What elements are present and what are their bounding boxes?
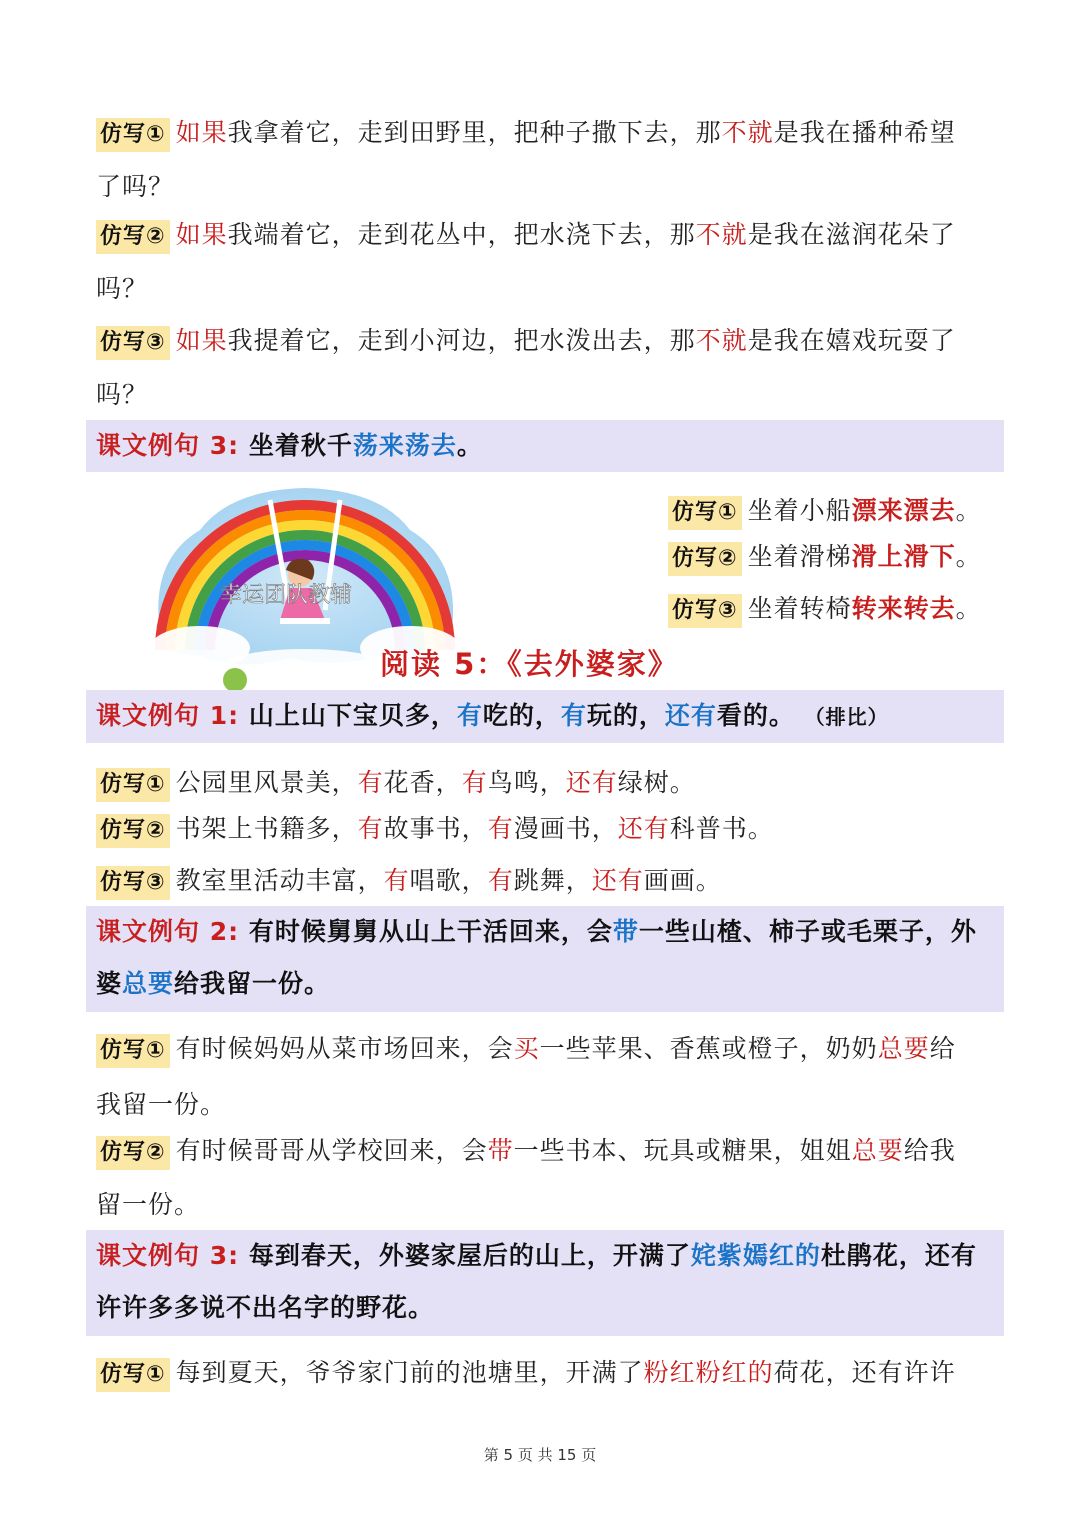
example-text: 一些山楂、柿子或毛栗子，外 bbox=[638, 917, 977, 946]
text: 一些书本、玩具或糖果，姐姐 bbox=[513, 1136, 852, 1165]
keyword: 总要 bbox=[877, 1034, 930, 1063]
keyword: 有 bbox=[383, 866, 410, 895]
keyword: 还有 bbox=[565, 768, 618, 797]
imitation-1-line bbox=[96, 116, 1000, 152]
r5-imitation-3 bbox=[96, 864, 1000, 900]
text: 跳舞， bbox=[513, 866, 592, 895]
example-keyword: 荡来荡去 bbox=[352, 431, 457, 460]
imitation-tag: 仿写① bbox=[96, 1358, 170, 1392]
example-text: 。 bbox=[456, 431, 483, 460]
example-keyword: 有 bbox=[456, 701, 483, 730]
r5-2-imitation-1-cont: 我留一份。 bbox=[96, 1090, 227, 1119]
keyword: 有 bbox=[357, 768, 384, 797]
example-keyword: 姹紫嫣红的 bbox=[690, 1241, 821, 1270]
keyword: 买 bbox=[513, 1034, 540, 1063]
text: 是我在滋润花朵了 bbox=[747, 220, 956, 249]
keyword: 还有 bbox=[591, 866, 644, 895]
swing-imitation-3 bbox=[668, 592, 982, 628]
example-sentence-box bbox=[86, 690, 1004, 743]
keyword: 有 bbox=[357, 814, 384, 843]
example-sentence-box bbox=[86, 906, 1004, 1012]
text: 坐着转椅 bbox=[747, 594, 852, 623]
imitation-tag: 仿写③ bbox=[96, 326, 170, 360]
imitation-tag: 仿写② bbox=[668, 542, 742, 576]
r5-imitation-2 bbox=[96, 812, 1000, 848]
swing-imitation-2 bbox=[668, 540, 982, 576]
r5-2-imitation-2 bbox=[96, 1134, 1000, 1170]
imitation-tag: 仿写① bbox=[96, 768, 170, 802]
text: 是我在嬉戏玩耍了 bbox=[747, 326, 956, 355]
keyword: 带 bbox=[487, 1136, 514, 1165]
text: 有时候妈妈从菜市场回来，会 bbox=[175, 1034, 514, 1063]
text: 我提着它，走到小河边，把水泼出去，那 bbox=[227, 326, 696, 355]
text: 画画。 bbox=[643, 866, 722, 895]
example-sentence-box bbox=[86, 420, 1004, 472]
example-note: （排比） bbox=[804, 705, 889, 729]
text: 唱歌， bbox=[409, 866, 488, 895]
text: 鸟鸣， bbox=[487, 768, 566, 797]
imitation-tag: 仿写① bbox=[96, 118, 170, 152]
text: 绿树。 bbox=[617, 768, 696, 797]
example-text: 看的。 bbox=[716, 701, 795, 730]
imitation-tag: 仿写② bbox=[96, 1136, 170, 1170]
imitation-tag: 仿写② bbox=[96, 814, 170, 848]
text: 一些苹果、香蕉或橙子，奶奶 bbox=[539, 1034, 878, 1063]
reading-title: 阅读 5：《去外婆家》 bbox=[380, 647, 679, 681]
r5-imitation-1 bbox=[96, 766, 1000, 802]
text: 我端着它，走到花丛中，把水浇下去，那 bbox=[227, 220, 696, 249]
keyword: 如果 bbox=[175, 220, 228, 249]
text: 教室里活动丰富， bbox=[175, 866, 384, 895]
keyword: 还有 bbox=[617, 814, 670, 843]
keyword: 有 bbox=[487, 814, 514, 843]
imitation-tag: 仿写② bbox=[96, 220, 170, 254]
keyword: 不就 bbox=[695, 220, 748, 249]
imitation-2-cont: 吗？ bbox=[96, 274, 149, 303]
keyword: 滑上滑下 bbox=[851, 542, 956, 571]
r5-3-imitation-1 bbox=[96, 1356, 1000, 1392]
text: 给我 bbox=[903, 1136, 956, 1165]
swing-imitation-1 bbox=[668, 494, 982, 530]
example-sentence-box bbox=[86, 1230, 1004, 1336]
text: 。 bbox=[955, 594, 982, 623]
example-label: 课文例句 3: bbox=[96, 1241, 240, 1270]
imitation-tag: 仿写③ bbox=[96, 866, 170, 900]
r5-2-imitation-2-cont: 留一份。 bbox=[96, 1190, 201, 1219]
example-label: 课文例句 1: bbox=[96, 701, 240, 730]
imitation-tag: 仿写① bbox=[668, 496, 742, 530]
text: 荷花，还有许许 bbox=[773, 1358, 956, 1387]
keyword: 如果 bbox=[175, 118, 228, 147]
keyword: 如果 bbox=[175, 326, 228, 355]
text: 我拿着它，走到田野里，把种子撒下去，那 bbox=[227, 118, 722, 147]
text: 是我在播种希望 bbox=[773, 118, 956, 147]
text: 坐着小船 bbox=[747, 496, 852, 525]
r5-2-imitation-1 bbox=[96, 1032, 1000, 1068]
text: 。 bbox=[955, 496, 982, 525]
imitation-1-cont: 了吗？ bbox=[96, 172, 175, 201]
page-footer: 第 5 页 共 15 页 bbox=[483, 1446, 597, 1464]
watermark-text: 幸运团队教辅 bbox=[220, 583, 353, 608]
text: 。 bbox=[955, 542, 982, 571]
example-text: 杜鹃花，还有 bbox=[820, 1241, 977, 1270]
text: 每到夏天，爷爷家门前的池塘里，开满了 bbox=[175, 1358, 644, 1387]
example-text: 许许多多说不出名字的野花。 bbox=[96, 1293, 435, 1322]
keyword: 有 bbox=[461, 768, 488, 797]
example-text: 婆 bbox=[96, 969, 123, 998]
example-text: 每到春天，外婆家屋后的山上，开满了 bbox=[248, 1241, 691, 1270]
keyword: 不就 bbox=[721, 118, 774, 147]
keyword: 粉红粉红的 bbox=[643, 1358, 774, 1387]
example-text: 有时候舅舅从山上干活回来，会 bbox=[248, 917, 613, 946]
example-label: 课文例句 2: bbox=[96, 917, 240, 946]
imitation-3-line bbox=[96, 324, 1000, 360]
example-text: 吃的， bbox=[482, 701, 561, 730]
example-text: 给我留一份。 bbox=[174, 969, 331, 998]
text: 花香， bbox=[383, 768, 462, 797]
text: 科普书。 bbox=[669, 814, 774, 843]
imitation-2-line bbox=[96, 218, 1000, 254]
keyword: 不就 bbox=[695, 326, 748, 355]
example-keyword: 还有 bbox=[664, 701, 717, 730]
keyword: 总要 bbox=[851, 1136, 904, 1165]
example-text: 玩的， bbox=[586, 701, 665, 730]
imitation-tag: 仿写③ bbox=[668, 594, 742, 628]
text: 给 bbox=[929, 1034, 956, 1063]
example-text: 山上山下宝贝多， bbox=[248, 701, 457, 730]
example-keyword: 有 bbox=[560, 701, 587, 730]
keyword: 漂来漂去 bbox=[851, 496, 956, 525]
text: 坐着滑梯 bbox=[747, 542, 852, 571]
imitation-tag: 仿写① bbox=[96, 1034, 170, 1068]
text: 有时候哥哥从学校回来，会 bbox=[175, 1136, 488, 1165]
example-label: 课文例句 3: bbox=[96, 431, 240, 460]
example-keyword: 总要 bbox=[122, 969, 175, 998]
keyword: 转来转去 bbox=[851, 594, 956, 623]
example-text: 坐着秋千 bbox=[248, 431, 353, 460]
imitation-3-cont: 吗？ bbox=[96, 380, 149, 409]
text: 漫画书， bbox=[513, 814, 618, 843]
text: 书架上书籍多， bbox=[175, 814, 358, 843]
text: 公园里风景美， bbox=[175, 768, 358, 797]
keyword: 有 bbox=[487, 866, 514, 895]
text: 故事书， bbox=[383, 814, 488, 843]
example-keyword: 带 bbox=[612, 917, 639, 946]
